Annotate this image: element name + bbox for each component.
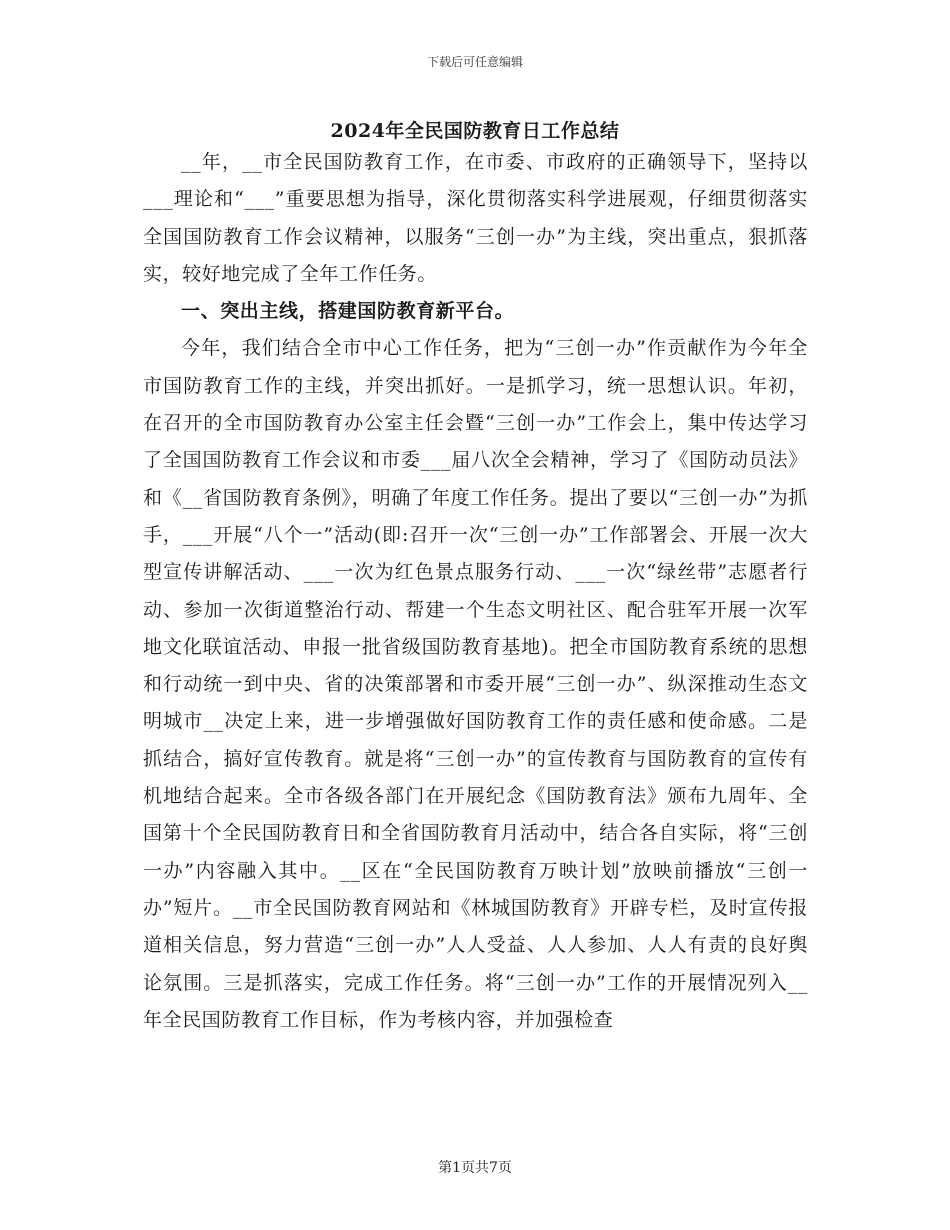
page-number: 第1页共7页 (438, 1160, 512, 1176)
body-paragraph: 今年，我们结合全市中心工作任务，把为“三创一办”作贡献作为今年全市国防教育工作的主线，并突出抓好。一是抓学习，统一思想认识。年初，在召开的全市国防教育办公室主任会暨“三创一办”工作会上，集中传达学习了全国国防教育工作会议和市委___届八次全会精神，学习了《国防动员法》和《__省国防教育条例》，明确了年度工作任务。提出了要以“三创一办”为抓手，___开展“八个一”活动(即:召开一次“三创一办”工作部署会、开展一次大型宣传讲解活动、___一次为红色景点服务行动、___一次“绿丝带”志愿者行动、参加一次街道整治行动、帮建一个生态文明社区、配合驻军开展一次军地文化联谊活动、申报一批省级国防教育基地)。把全市国防教育系统的思想和行动统一到中央、省的决策部署和市委开展“三创一办”、纵深推动生态文明城市__决定上来，进一步增强做好国防教育工作的责任感和使命感。二是抓结合，搞好宣传教育。就是将“三创一办”的宣传教育与国防教育的宣传有机地结合起来。全市各级各部门在开展纪念《国防教育法》颁布九周年、全国第十个全民国防教育日和全省国防教育月活动中，结合各自实际，将“三创一办”内容融入其中。__区在“全民国防教育万映计划”放映前播放“三创一办”短片。__市全民国防教育网站和《林城国防教育》开辟专栏，及时宣传报道相关信息，努力营造“三创一办”人人受益、人人参加、人人有责的良好舆论氛围。三是抓落实，完成工作任务。将“三创一办”工作的开展情况列入__年全民国防教育工作目标，作为考核内容，并加强检查 (143, 337, 808, 1031)
page-header-note: 下载后可任意编辑 (426, 55, 523, 69)
section-heading: 一、突出主线，搭建国防教育新平台。 (181, 300, 515, 323)
document-title: 2024年全民国防教育日工作总结 (330, 120, 620, 142)
document-body (143, 144, 808, 1039)
intro-paragraph: __年，__市全民国防教育工作，在市委、市政府的正确领导下，坚持以___理论和“___”重要思想为指导，深化贯彻落实科学进展观，仔细贯彻落实全国国防教育工作会议精神，以服务“三创一办”为主线，突出重点，狠抓落实，较好地完成了全年工作任务。 (143, 151, 808, 285)
